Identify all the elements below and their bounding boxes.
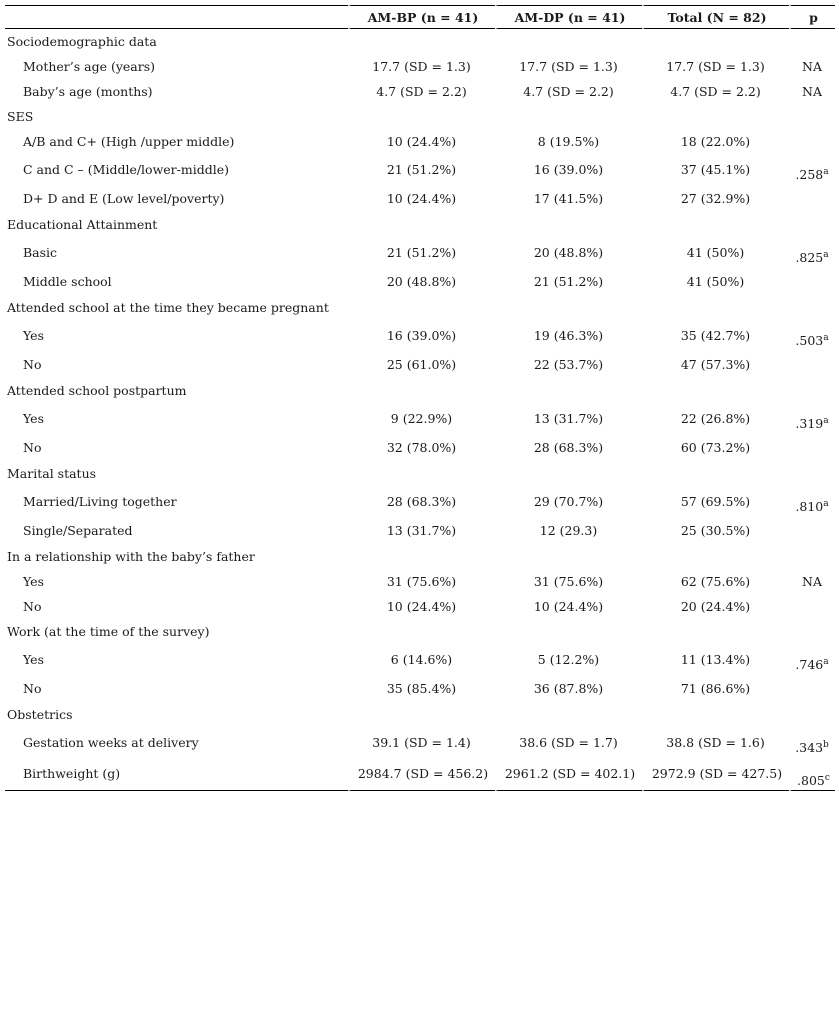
cell-total: 25 (30.5%): [680, 522, 751, 538]
row-label: A/B and C+ (High /upper middle): [23, 134, 235, 149]
table-row: [5, 594, 835, 619]
cell-am-dp: 19 (46.3%): [533, 327, 604, 343]
cell-am-bp: 16 (39.0%): [386, 327, 457, 343]
table-row: [5, 267, 835, 295]
cell-p: [789, 184, 835, 212]
header-am-bp: AM-BP (n = 41): [348, 5, 495, 29]
cell-total: 38.8 (SD = 1.6): [666, 734, 765, 750]
section-row: [5, 619, 835, 644]
cell-p: [789, 403, 835, 433]
cell-p: [789, 674, 835, 702]
cell-am-bp: 39.1 (SD = 1.4): [372, 734, 471, 750]
cell-am-bp: 6 (14.6%): [390, 651, 453, 667]
cell-am-dp: 38.6 (SD = 1.7): [519, 734, 618, 750]
section-row: [5, 461, 835, 486]
cell-total: 22 (26.8%): [680, 410, 751, 426]
cell-p: [789, 350, 835, 378]
cell-p: [789, 757, 835, 791]
section-label: Obstetrics: [7, 707, 73, 722]
section-row: [5, 212, 835, 237]
row-label: Middle school: [23, 273, 112, 289]
header-label: [5, 5, 348, 29]
row-label: Yes: [23, 410, 44, 426]
table-header: [5, 5, 835, 29]
section-label: SES: [7, 109, 34, 124]
cell-am-dp: 36 (87.8%): [533, 680, 604, 696]
p-value: NA: [802, 574, 822, 589]
cell-am-bp: 10 (24.4%): [386, 599, 457, 614]
cell-am-dp: 29 (70.7%): [533, 493, 604, 509]
header-total: Total (N = 82): [642, 5, 789, 29]
cell-am-dp: 12 (29.3): [539, 522, 598, 538]
cell-am-bp: 21 (51.2%): [386, 244, 457, 260]
cell-am-dp: 13 (31.7%): [533, 410, 604, 426]
cell-total: 60 (73.2%): [680, 439, 751, 455]
cell-am-bp: 9 (22.9%): [390, 410, 453, 426]
section-label: Attended school at the time they became pregnant: [7, 300, 329, 315]
cell-total: 47 (57.3%): [680, 356, 751, 372]
table-row: [5, 403, 835, 433]
table-row: [5, 129, 835, 154]
cell-total: 71 (86.6%): [680, 680, 751, 696]
table-row: [5, 154, 835, 184]
section-label: Sociodemographic data: [7, 34, 157, 49]
cell-am-dp: 17.7 (SD = 1.3): [519, 59, 618, 74]
header-row: [5, 5, 835, 29]
section-row: [5, 29, 835, 54]
row-label: No: [23, 356, 42, 372]
p-footnote: a: [823, 416, 829, 426]
section-row: [5, 378, 835, 403]
p-footnote: c: [824, 773, 830, 783]
cell-total: 57 (69.5%): [680, 493, 751, 509]
cell-p: [789, 79, 835, 104]
cell-p: [789, 569, 835, 594]
cell-p: [789, 516, 835, 544]
cell-am-bp: 2984.7 (SD = 456.2): [348, 757, 495, 791]
p-value: .503: [795, 333, 824, 348]
p-value: .258: [795, 167, 824, 182]
row-label: Birthweight (g): [5, 757, 348, 791]
section-label: Marital status: [7, 466, 97, 481]
section-label: In a relationship with the baby’s father: [7, 549, 255, 564]
cell-am-bp: 4.7 (SD = 2.2): [376, 84, 467, 99]
cell-am-dp: 10 (24.4%): [533, 599, 604, 614]
table-row: [5, 516, 835, 544]
p-value: .810: [795, 499, 824, 514]
section-row: [5, 104, 835, 129]
cell-total: 2972.9 (SD = 427.5): [642, 757, 789, 791]
cell-am-dp: 8 (19.5%): [537, 134, 600, 149]
row-label: D+ D and E (Low level/poverty): [23, 190, 225, 206]
section-row: [5, 295, 835, 320]
cell-am-dp: 4.7 (SD = 2.2): [523, 84, 614, 99]
cell-p: [789, 486, 835, 516]
cell-p: [789, 129, 835, 154]
cell-total: 27 (32.9%): [680, 190, 751, 206]
cell-am-bp: 31 (75.6%): [386, 574, 457, 589]
cell-total: 62 (75.6%): [680, 574, 751, 589]
cell-am-bp: 32 (78.0%): [386, 439, 457, 455]
row-label: Yes: [23, 327, 44, 343]
cell-total: 20 (24.4%): [680, 599, 751, 614]
cell-total: 18 (22.0%): [680, 134, 751, 149]
row-label: Single/Separated: [23, 522, 133, 538]
cell-am-dp: 20 (48.8%): [533, 244, 604, 260]
cell-p: [789, 320, 835, 350]
demographics-table: [5, 5, 835, 791]
table-body: [5, 29, 835, 791]
section-label: Work (at the time of the survey): [7, 624, 210, 639]
cell-total: 35 (42.7%): [680, 327, 751, 343]
section-row: [5, 544, 835, 569]
p-footnote: a: [823, 499, 829, 509]
row-label: Married/Living together: [23, 493, 177, 509]
row-label: Baby’s age (months): [23, 84, 153, 99]
table-container: [5, 5, 835, 791]
cell-total: 11 (13.4%): [680, 651, 751, 667]
cell-p: [789, 154, 835, 184]
cell-am-bp: 10 (24.4%): [386, 190, 457, 206]
cell-am-bp: 17.7 (SD = 1.3): [372, 59, 471, 74]
cell-am-bp: 25 (61.0%): [386, 356, 457, 372]
section-label: Attended school postpartum: [7, 383, 187, 398]
p-value: .825: [795, 250, 824, 265]
cell-total: 17.7 (SD = 1.3): [666, 59, 765, 74]
row-label: No: [23, 680, 42, 696]
cell-total: 37 (45.1%): [680, 161, 751, 177]
cell-am-dp: 28 (68.3%): [533, 439, 604, 455]
table-row: [5, 727, 835, 757]
cell-p: [789, 644, 835, 674]
table-row: [5, 350, 835, 378]
cell-am-dp: 21 (51.2%): [533, 273, 604, 289]
table-row: [5, 433, 835, 461]
cell-total: 4.7 (SD = 2.2): [670, 84, 761, 99]
p-value: .746: [795, 657, 824, 672]
table-row: [5, 184, 835, 212]
table-row: [5, 54, 835, 79]
row-label: Gestation weeks at delivery: [23, 734, 199, 750]
section-row: [5, 702, 835, 727]
row-label: Yes: [23, 574, 44, 589]
cell-p: [789, 433, 835, 461]
cell-total: 41 (50%): [686, 244, 745, 260]
cell-am-dp: 22 (53.7%): [533, 356, 604, 372]
row-label: C and C – (Middle/lower-middle): [23, 161, 230, 177]
header-am-dp: AM-DP (n = 41): [495, 5, 642, 29]
table-row: [5, 237, 835, 267]
p-value: .319: [795, 416, 824, 431]
row-label: No: [23, 599, 42, 614]
cell-p: [789, 237, 835, 267]
cell-am-bp: 20 (48.8%): [386, 273, 457, 289]
row-label: Mother’s age (years): [23, 59, 156, 74]
table-row: [5, 320, 835, 350]
table-row: [5, 486, 835, 516]
cell-am-bp: 28 (68.3%): [386, 493, 457, 509]
cell-p: [789, 727, 835, 757]
cell-am-bp: 10 (24.4%): [386, 134, 457, 149]
cell-p: [789, 594, 835, 619]
cell-am-dp: 5 (12.2%): [537, 651, 600, 667]
cell-p: [789, 54, 835, 79]
cell-am-bp: 13 (31.7%): [386, 522, 457, 538]
p-footnote: a: [823, 333, 829, 343]
table-row: [5, 79, 835, 104]
p-footnote: a: [823, 250, 829, 260]
p-value: .343: [795, 740, 824, 755]
p-footnote: b: [823, 740, 829, 750]
table-row: [5, 644, 835, 674]
cell-am-dp: 2961.2 (SD = 402.1): [495, 757, 642, 791]
section-label: Educational Attainment: [7, 217, 158, 232]
p-footnote: a: [823, 167, 829, 177]
p-value: .805: [797, 773, 825, 788]
row-label: No: [23, 439, 42, 455]
cell-total: 41 (50%): [686, 273, 745, 289]
p-footnote: a: [823, 657, 829, 667]
cell-am-dp: 17 (41.5%): [533, 190, 604, 206]
p-value: NA: [802, 84, 822, 99]
cell-am-dp: 16 (39.0%): [533, 161, 604, 177]
table-row: [5, 674, 835, 702]
p-value: NA: [802, 59, 822, 74]
cell-p: [789, 267, 835, 295]
cell-am-dp: 31 (75.6%): [533, 574, 604, 589]
header-p: p: [789, 5, 835, 29]
table-row: [5, 757, 835, 791]
cell-am-bp: 35 (85.4%): [386, 680, 457, 696]
row-label: Yes: [23, 651, 44, 667]
table-row: [5, 569, 835, 594]
row-label: Basic: [23, 244, 58, 260]
cell-am-bp: 21 (51.2%): [386, 161, 457, 177]
